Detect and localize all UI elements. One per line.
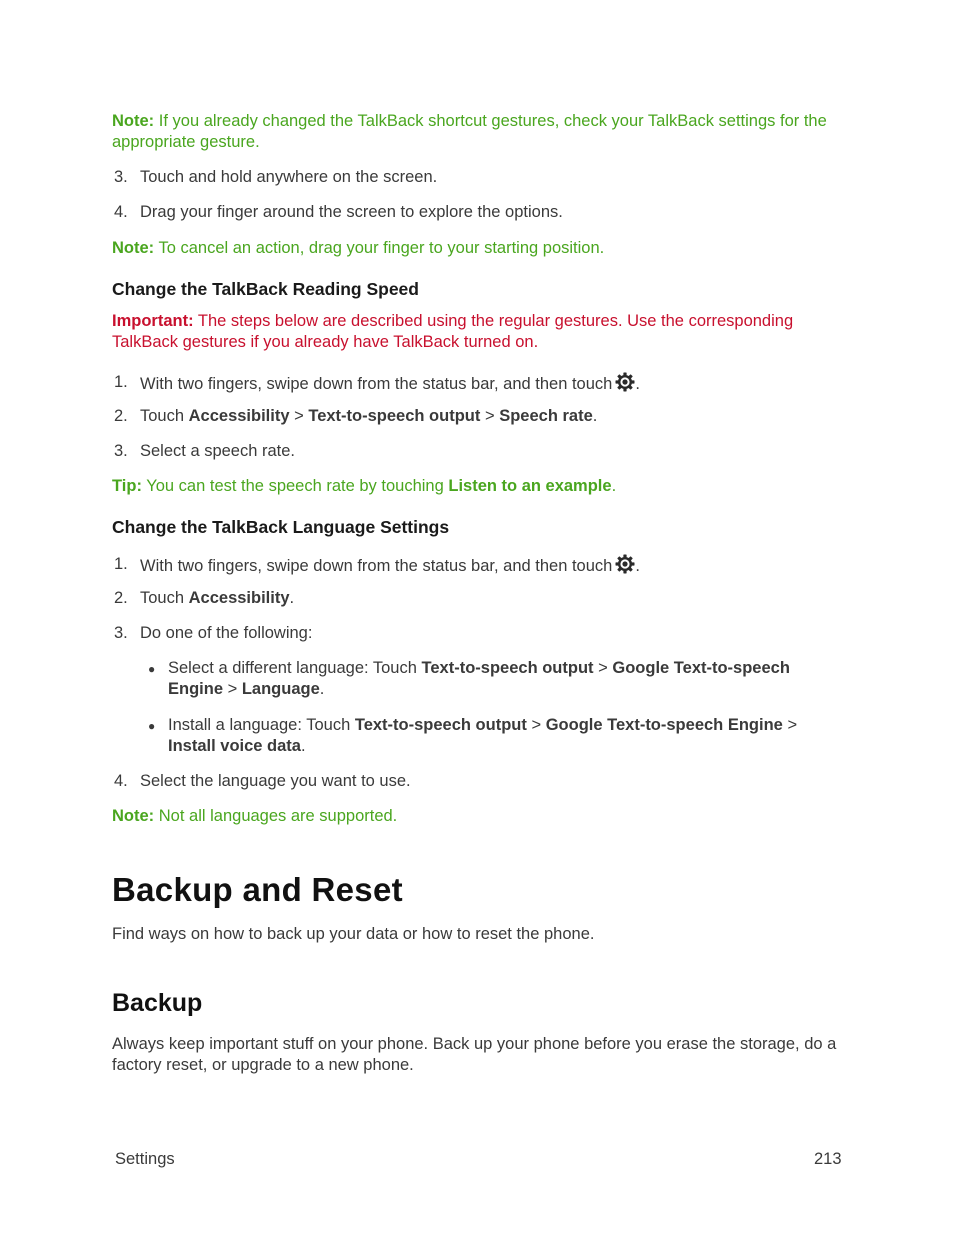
backup-paragraph: Always keep important stuff on your phone. Back up your phone before you erase the storage, do a factory reset, or upgrade to a new phone.: [112, 1035, 837, 1074]
footer-section: Settings: [115, 1150, 175, 1168]
note-cancel-action: [112, 238, 842, 259]
settings-gear-icon: [615, 372, 635, 398]
bullet-dot: ●: [148, 662, 156, 676]
note-shortcut-gestures: [112, 111, 842, 153]
note-languages: [112, 806, 842, 827]
step-number: 2.: [114, 589, 128, 607]
heading-language-settings: Change the TalkBack Language Settings: [112, 517, 450, 537]
step-text: Drag your finger around the screen to explore the options.: [140, 203, 563, 221]
step-text: Touch and hold anywhere on the screen.: [140, 168, 438, 186]
step-number: 3.: [114, 442, 128, 460]
note-text: If you already changed the TalkBack shortcut gestures, check your TalkBack settings for the appropriate gesture.: [112, 112, 827, 151]
step-number: 4.: [114, 203, 128, 221]
chapter-title: Backup and Reset: [112, 871, 403, 908]
step-punct: .: [635, 375, 640, 393]
section-title-backup: Backup: [112, 989, 203, 1017]
page-number: 213: [814, 1150, 842, 1168]
step-text: [140, 372, 840, 398]
menu-tts-output: Text-to-speech output: [308, 407, 481, 425]
step-number: 3.: [114, 168, 128, 186]
tip-speech-rate: Tip: You can test the speech rate by touching Listen to an example.: [112, 477, 617, 495]
step-punct: .: [635, 557, 640, 575]
step-number: 1.: [114, 373, 128, 391]
step-number: 2.: [114, 407, 128, 425]
menu-accessibility: Accessibility: [188, 407, 290, 425]
bullet-install-language: Install a language: Touch Text-to-speech output > Google Text-to-speech Engine > Install voice data.: [168, 716, 798, 755]
menu-accessibility: Accessibility: [188, 589, 290, 607]
settings-gear-icon: [615, 554, 635, 580]
step-text: Touch Accessibility > Text-to-speech output > Speech rate.: [140, 407, 598, 425]
listen-example-link: Listen to an example: [448, 477, 612, 495]
bullet-select-language: Select a different language: Touch Text-to-speech output > Google Text-to-speech Engine > Language.: [168, 659, 790, 698]
chapter-intro: Find ways on how to back up your data or how to reset the phone.: [112, 925, 595, 943]
step-text: [140, 554, 840, 580]
step-text: Touch Accessibility.: [140, 589, 295, 607]
step-body: With two fingers, swipe down from the status bar, and then touch: [140, 557, 613, 575]
note-label: Note:: [112, 807, 155, 825]
note-label: Note:: [112, 239, 155, 257]
note-label: Note:: [112, 112, 155, 130]
bullet-dot: ●: [148, 719, 156, 733]
step-number: 3.: [114, 624, 128, 642]
heading-reading-speed: Change the TalkBack Reading Speed: [112, 279, 419, 299]
menu-speech-rate: Speech rate: [499, 407, 593, 425]
step-text: Do one of the following:: [140, 624, 313, 642]
step-number: 1.: [114, 555, 128, 573]
note-text: Not all languages are supported.: [158, 807, 398, 825]
important-notice: [112, 311, 842, 353]
tip-label: Tip:: [112, 477, 142, 495]
step-body: With two fingers, swipe down from the status bar, and then touch: [140, 375, 613, 393]
important-label: Important:: [112, 312, 194, 330]
important-text: The steps below are described using the regular gestures. Use the corresponding TalkBack gestures if you already have TalkBack turned on.: [112, 312, 794, 351]
step-text: Select a speech rate.: [140, 442, 296, 460]
step-number: 4.: [114, 772, 128, 790]
step-text: Select the language you want to use.: [140, 772, 411, 790]
note-text: To cancel an action, drag your finger to your starting position.: [158, 239, 605, 257]
